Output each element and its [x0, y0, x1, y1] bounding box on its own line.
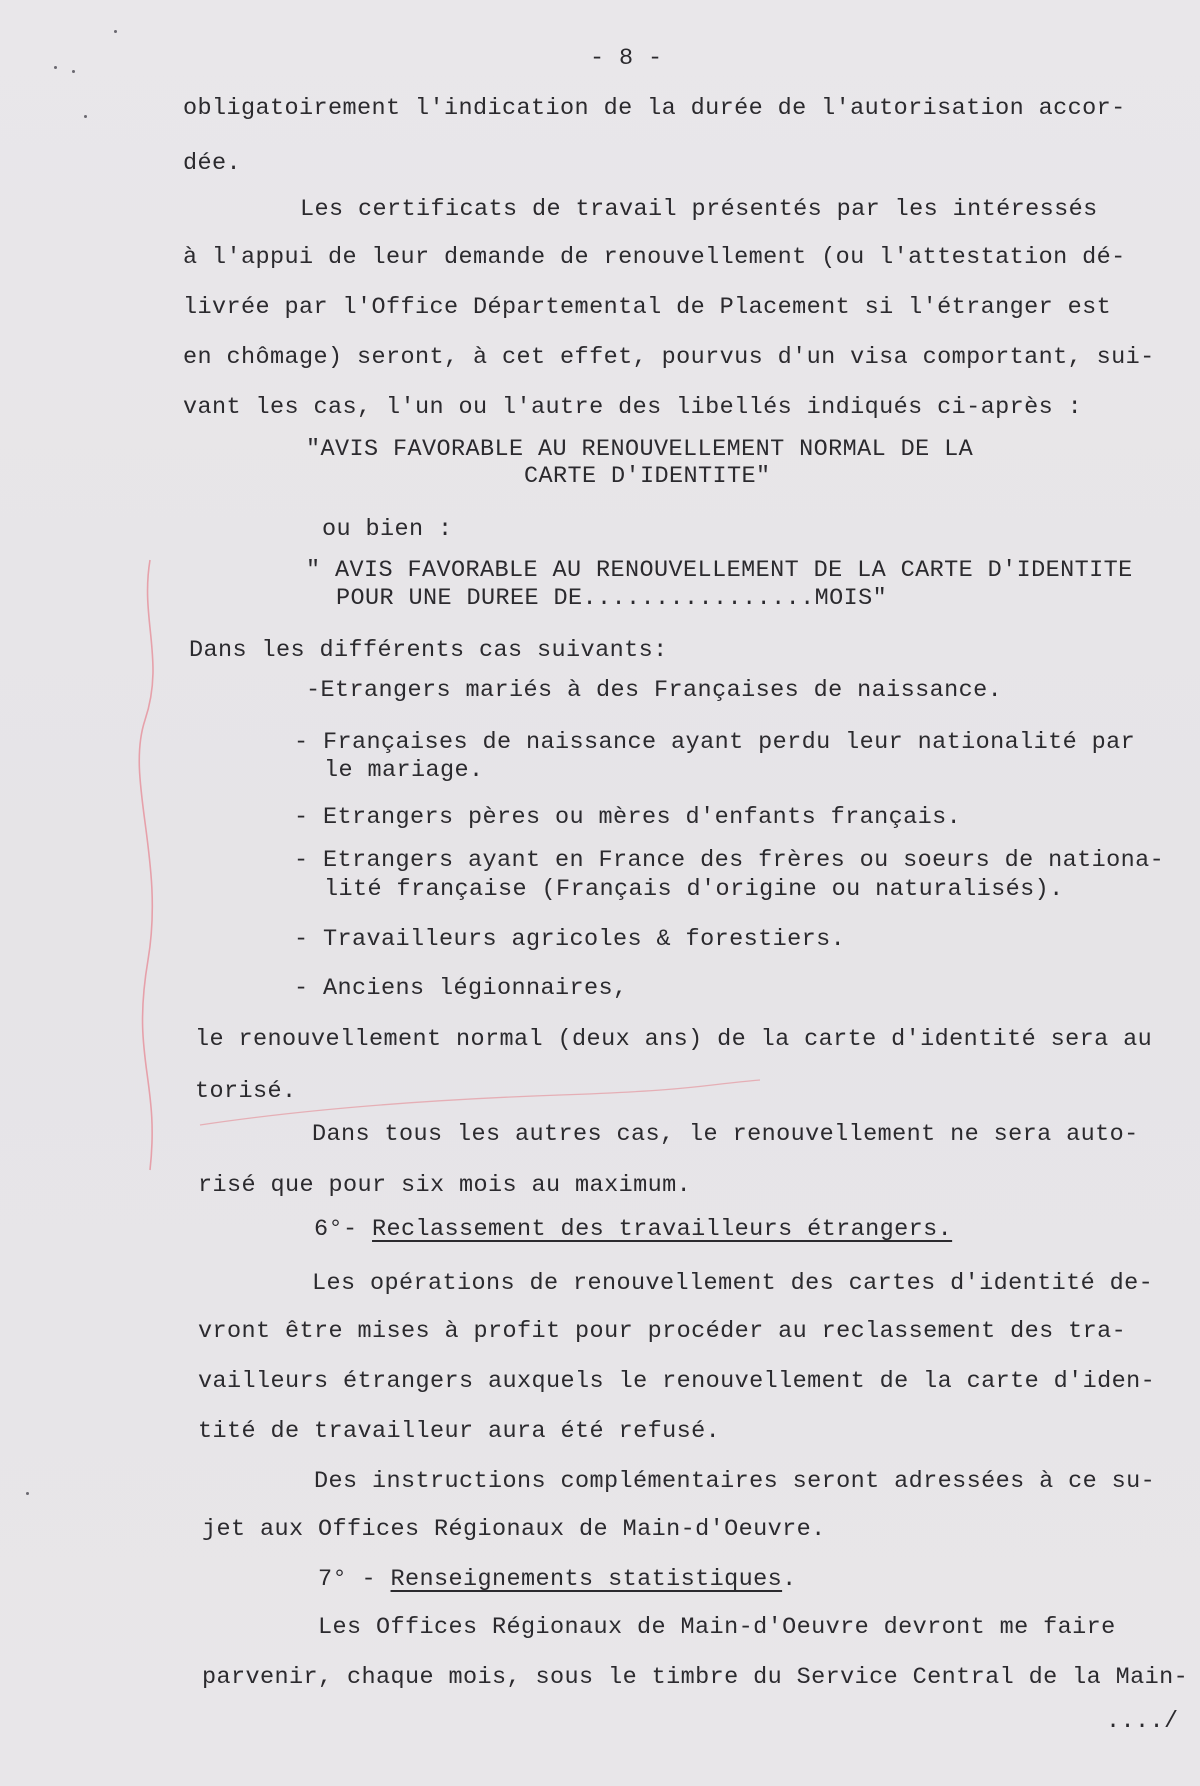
section-6-heading: [314, 1216, 952, 1243]
intro-line-1: obligatoirement l'indication de la durée de l'autorisation accor-: [183, 95, 1126, 122]
case-item-6: - Anciens légionnaires,: [294, 975, 628, 1002]
visa-duree-line-2: POUR UNE DUREE DE................MOIS": [336, 585, 888, 612]
renewal-normal-line-2: torisé.: [195, 1078, 297, 1105]
section-6-p1-line-4: tité de travailleur aura été refusé.: [198, 1418, 721, 1445]
case-item-1: -Etrangers mariés à des Françaises de naissance.: [306, 677, 1003, 704]
paper-speck: [54, 66, 57, 69]
renewal-other-line-2: risé que pour six mois au maximum.: [198, 1172, 692, 1199]
paper-speck: [114, 30, 117, 33]
certificats-line-3: livrée par l'Office Départemental de Placement si l'étranger est: [183, 294, 1112, 321]
case-item-4-cont: lité française (Français d'origine ou naturalisés).: [324, 876, 1064, 903]
section-7-p1-line-2: parvenir, chaque mois, sous le timbre du Service Central de la Main-: [202, 1664, 1189, 1691]
section-6-p2-line-1: Des instructions complémentaires seront adressées à ce su-: [314, 1468, 1156, 1495]
certificats-line-5: vant les cas, l'un ou l'autre des libellés indiqués ci-après :: [183, 394, 1083, 421]
section-7-number: 7° -: [318, 1566, 377, 1593]
visa-normal-line-2: CARTE D'IDENTITE": [524, 463, 771, 490]
section-7-title-end: .: [782, 1566, 797, 1593]
section-6-number: 6°-: [314, 1216, 358, 1243]
visa-normal-line-1: "AVIS FAVORABLE AU RENOUVELLEMENT NORMAL DE LA: [306, 436, 974, 463]
cases-intro: Dans les différents cas suivants:: [189, 637, 668, 664]
certificats-line-2: à l'appui de leur demande de renouvellement (ou l'attestation dé-: [183, 244, 1126, 271]
section-7-p1-line-1: Les Offices Régionaux de Main-d'Oeuvre devront me faire: [318, 1614, 1116, 1641]
certificats-line-4: en chômage) seront, à cet effet, pourvus d'un visa comportant, sui-: [183, 344, 1155, 371]
case-item-3: - Etrangers pères ou mères d'enfants français.: [294, 804, 962, 831]
section-7-heading: [318, 1566, 797, 1593]
case-item-2: - Françaises de naissance ayant perdu leur nationalité par: [294, 729, 1136, 756]
visa-duree-line-1: " AVIS FAVORABLE AU RENOUVELLEMENT DE LA CARTE D'IDENTITE: [306, 557, 1133, 584]
certificats-line-1: Les certificats de travail présentés par les intéressés: [300, 196, 1098, 223]
ou-bien: ou bien :: [322, 516, 453, 543]
section-7-title: Renseignements statistiques: [390, 1566, 783, 1593]
paper-speck: [72, 70, 75, 73]
continuation-marker: ..../: [1106, 1708, 1179, 1735]
paper-speck: [26, 1492, 29, 1495]
case-item-4: - Etrangers ayant en France des frères ou soeurs de nationa-: [294, 847, 1165, 874]
section-6-p1-line-3: vailleurs étrangers auxquels le renouvellement de la carte d'iden-: [198, 1368, 1156, 1395]
paper-speck: [84, 115, 87, 118]
section-6-p1-line-2: vront être mises à profit pour procéder au reclassement des tra-: [198, 1318, 1127, 1345]
intro-line-2: dée.: [183, 150, 242, 177]
renewal-other-line-1: Dans tous les autres cas, le renouvellement ne sera auto-: [312, 1121, 1139, 1148]
case-item-5: - Travailleurs agricoles & forestiers.: [294, 926, 846, 953]
renewal-normal-line-1: le renouvellement normal (deux ans) de la carte d'identité sera au: [195, 1026, 1153, 1053]
section-6-title: Reclassement des travailleurs étrangers.: [372, 1216, 953, 1243]
page-number: - 8 -: [590, 45, 663, 72]
section-6-p2-line-2: jet aux Offices Régionaux de Main-d'Oeuvre.: [202, 1516, 826, 1543]
section-6-p1-line-1: Les opérations de renouvellement des cartes d'identité de-: [312, 1270, 1154, 1297]
case-item-2-cont: le mariage.: [324, 757, 484, 784]
